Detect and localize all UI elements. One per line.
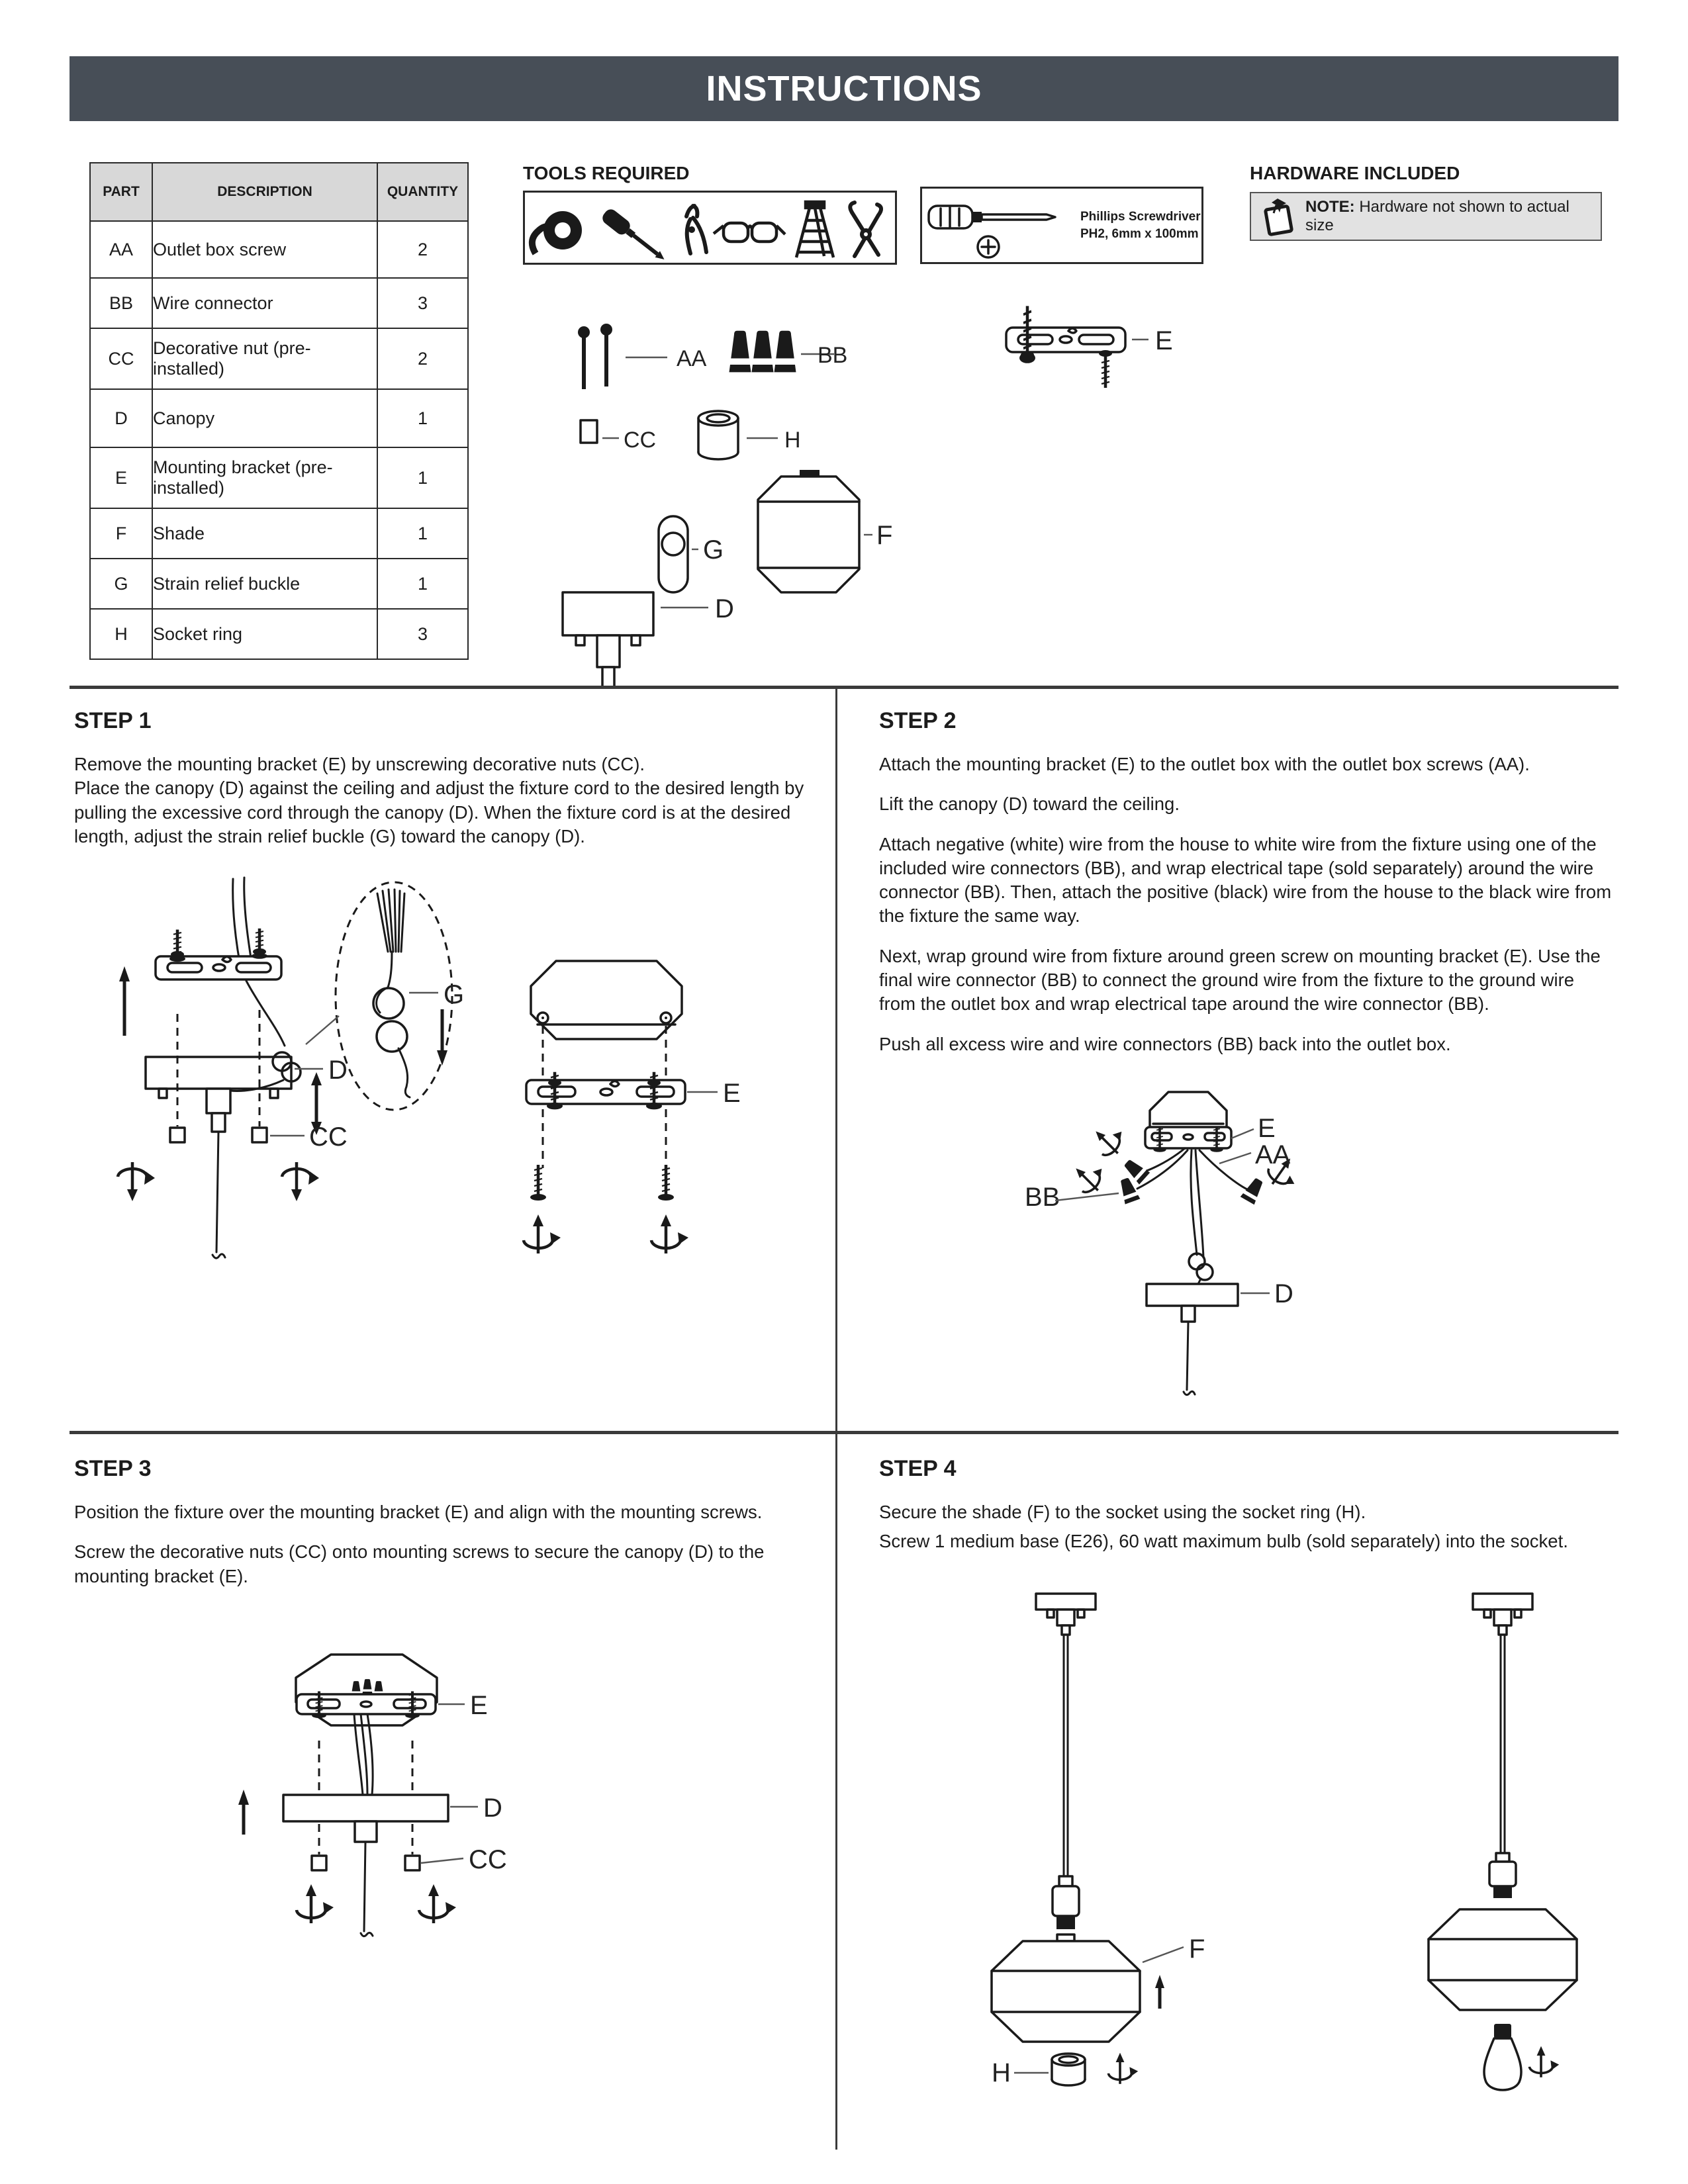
outlet-box-screw-drawing [530, 1165, 674, 1201]
pliers-icon [686, 206, 706, 253]
table-row [90, 278, 468, 328]
step-2-title: STEP 2 [879, 708, 957, 733]
decorative-nut-drawing [252, 1128, 267, 1142]
table-row [90, 447, 468, 508]
label-d: D [483, 1794, 502, 1823]
phillips-screwdriver-size: PH2, 6mm x 100mm [1080, 226, 1199, 241]
part-quantity: 3 [377, 609, 468, 659]
table-row [90, 559, 468, 609]
step-2-paragraph: Attach negative (white) wire from the house to white wire from the fixture using one of the included wire connectors (BB), and wrap electrical tape (sold separately) around the wire connector (BB). Then, attach the positive (black) wire from the house to the black wire from the fixture the same way. [879, 833, 1612, 927]
label-cc: CC [624, 428, 657, 453]
outlet-box-screws-drawing [578, 324, 707, 389]
step-3-paragraph: Position the fixture over the mounting bracket (E) and align with the mounting screws. [74, 1502, 763, 1522]
phillips-screwdriver-label: Phillips Screwdriver [1080, 209, 1201, 224]
ladder-icon [796, 202, 833, 257]
hardware-included-heading: HARDWARE INCLUDED [1250, 163, 1460, 183]
hardware-note [1250, 192, 1602, 241]
phillips-head-icon [978, 236, 999, 257]
label-d: D [1274, 1279, 1293, 1308]
screw-rotation-icon [1529, 2046, 1559, 2077]
step-1-diagram [93, 874, 834, 1410]
light-bulb-drawing [1484, 2024, 1521, 2090]
mounting-bracket-drawing [526, 1072, 685, 1110]
wire-stripper-icon [850, 203, 881, 256]
part-description: Outlet box screw [152, 221, 377, 278]
canopy-drawing [146, 1057, 291, 1258]
note-icon [1260, 197, 1296, 236]
label-g: G [444, 980, 465, 1009]
mounting-bracket-drawing [1145, 1126, 1231, 1152]
part-quantity: 2 [377, 328, 468, 389]
step-2-section [879, 708, 1615, 1056]
strain-relief-buckle-drawing [659, 516, 724, 592]
part-description: Canopy [152, 389, 377, 447]
label-aa: AA [677, 346, 707, 371]
step-3-title: STEP 3 [74, 1456, 152, 1481]
tools-box [523, 191, 897, 265]
step-2-diagram [986, 1059, 1397, 1403]
step-3-section [74, 1456, 809, 1588]
part-quantity: 1 [377, 447, 468, 508]
wire-connectors-drawing [729, 331, 848, 373]
section-divider [70, 686, 1618, 689]
part-description: Shade [152, 508, 377, 559]
part-description: Wire connector [152, 278, 377, 328]
page-title: INSTRUCTIONS [706, 69, 982, 109]
parts-table-header-description: DESCRIPTION [152, 163, 377, 221]
screw-rotation-icon [1088, 1118, 1131, 1161]
socket-ring-drawing [1052, 2054, 1085, 2085]
part-id: BB [90, 278, 152, 328]
part-quantity: 3 [377, 278, 468, 328]
label-g: G [703, 535, 724, 565]
label-d: D [328, 1056, 348, 1085]
step-2-paragraph: Next, wrap ground wire from fixture around green screw on mounting bracket (E). Use the final wire connector (BB) to connect the ground wire from the fixture to the ground wire from the outlet box and wrap electrical tape around the wire connector (BB). [879, 945, 1601, 1015]
strain-relief-knot-drawing [1189, 1253, 1213, 1284]
electrical-tape-icon [532, 211, 582, 253]
label-h: H [992, 2058, 1011, 2087]
part-description: Mounting bracket (pre-installed) [152, 447, 377, 508]
part-id: D [90, 389, 152, 447]
canopy-drawing [1147, 1284, 1238, 1395]
parts-table [89, 162, 469, 660]
screw-rotation-icon [1108, 2053, 1138, 2084]
screw-rotation-icon [524, 1214, 561, 1253]
step-1-paragraph: Remove the mounting bracket (E) by unscrewing decorative nuts (CC). [74, 754, 645, 774]
step-1-section [74, 708, 812, 848]
up-arrow-icon [1155, 1975, 1164, 2009]
step-4-diagram [927, 1575, 1589, 2105]
parts-table-header-quantity: QUANTITY [377, 163, 468, 221]
label-bb: BB [818, 343, 848, 368]
step-4-paragraph: Screw 1 medium base (E26), 60 watt maximum bulb (sold separately) into the socket. [879, 1531, 1568, 1552]
note-label: NOTE: [1305, 198, 1355, 216]
part-description: Decorative nut (pre-installed) [152, 328, 377, 389]
label-f: F [876, 521, 893, 550]
screw-rotation-icon [651, 1214, 688, 1253]
part-quantity: 1 [377, 559, 468, 609]
column-divider [835, 686, 837, 2150]
step-4-title: STEP 4 [879, 1456, 957, 1481]
mounting-bracket-drawing [1006, 306, 1173, 388]
mounting-bracket-drawing [156, 929, 281, 979]
part-id: E [90, 447, 152, 508]
step-3-diagram [232, 1615, 761, 2078]
parts-diagram [523, 291, 1635, 728]
table-row [90, 508, 468, 559]
label-cc: CC [309, 1122, 348, 1152]
shade-drawing [758, 470, 892, 592]
socket-ring-drawing [698, 411, 801, 459]
part-id: CC [90, 328, 152, 389]
decorative-nut-drawing [405, 1856, 420, 1870]
tools-required-heading: TOOLS REQUIRED [523, 163, 690, 183]
outlet-box-drawing [531, 961, 682, 1039]
up-arrow-icon [238, 1790, 249, 1835]
step-4-section [879, 1456, 1617, 1554]
parts-table-header-row [90, 163, 468, 221]
part-quantity: 1 [377, 508, 468, 559]
table-row [90, 221, 468, 278]
label-cc: CC [469, 1845, 507, 1874]
up-arrow-icon [119, 966, 130, 1036]
step-1-title: STEP 1 [74, 708, 152, 733]
phillips-screwdriver-text [1080, 208, 1201, 242]
part-quantity: 2 [377, 221, 468, 278]
label-e: E [470, 1691, 488, 1720]
table-row [90, 609, 468, 659]
label-bb: BB [1025, 1183, 1060, 1212]
part-id: AA [90, 221, 152, 278]
part-description: Socket ring [152, 609, 377, 659]
decorative-nut-drawing [170, 1128, 185, 1142]
note-text: Hardware not shown to actual size [1305, 198, 1570, 234]
part-id: G [90, 559, 152, 609]
label-e: E [1258, 1114, 1276, 1143]
pendant-with-bulb-drawing [1429, 1594, 1577, 2090]
step-2-paragraph: Push all excess wire and wire connectors (BB) back into the outlet box. [879, 1033, 1451, 1054]
unscrew-rotation-icon [282, 1162, 319, 1201]
label-aa: AA [1255, 1140, 1291, 1169]
parts-table-header-part: PART [90, 163, 152, 221]
screw-rotation-icon [1068, 1156, 1111, 1199]
screwdriver-icon [600, 206, 669, 265]
step-2-paragraph: Lift the canopy (D) toward the ceiling. [879, 794, 1180, 815]
step-2-paragraph: Attach the mounting bracket (E) to the outlet box with the outlet box screws (AA). [879, 754, 1530, 774]
part-description: Strain relief buckle [152, 559, 377, 609]
decorative-nut-drawing [312, 1856, 326, 1870]
label-e: E [1155, 326, 1173, 355]
part-quantity: 1 [377, 389, 468, 447]
step-1-paragraph: Place the canopy (D) against the ceiling and adjust the fixture cord to the desired length by pulling the excessive cord through the canopy (D). When the fixture cord is at the desired length, adjust the strain relief buckle (G) toward the canopy (D). [74, 778, 804, 846]
part-id: F [90, 508, 152, 559]
screw-rotation-icon [297, 1884, 334, 1923]
note-line [1305, 198, 1601, 235]
phillips-screwdriver-box [920, 187, 1203, 264]
label-e: E [723, 1079, 741, 1108]
tools-icons [525, 193, 895, 263]
section-divider [70, 1431, 1618, 1434]
unscrew-rotation-icon [118, 1162, 155, 1201]
house-and-fixture-wires-drawing [1137, 1148, 1247, 1257]
wire-strands-drawing [377, 889, 404, 952]
down-arrow-icon [437, 1009, 447, 1066]
table-row [90, 389, 468, 447]
canopy-drawing [563, 592, 734, 687]
part-id: H [90, 609, 152, 659]
screw-rotation-icon [419, 1884, 456, 1923]
page-title-bar [70, 56, 1618, 121]
decorative-nut-drawing [581, 420, 656, 453]
mounting-bracket-drawing [297, 1692, 436, 1719]
safety-glasses-icon [714, 223, 785, 242]
phillips-screwdriver-icon [922, 189, 1078, 262]
step-4-paragraph: Secure the shade (F) to the socket using the socket ring (H). [879, 1502, 1366, 1522]
pendant-with-shade-drawing [992, 1594, 1205, 2087]
step-3-paragraph: Screw the decorative nuts (CC) onto mounting screws to secure the canopy (D) to the mounting bracket (E). [74, 1541, 765, 1586]
label-d: D [715, 594, 734, 623]
table-row [90, 328, 468, 389]
label-f: F [1189, 1934, 1205, 1964]
label-h: H [784, 428, 801, 453]
